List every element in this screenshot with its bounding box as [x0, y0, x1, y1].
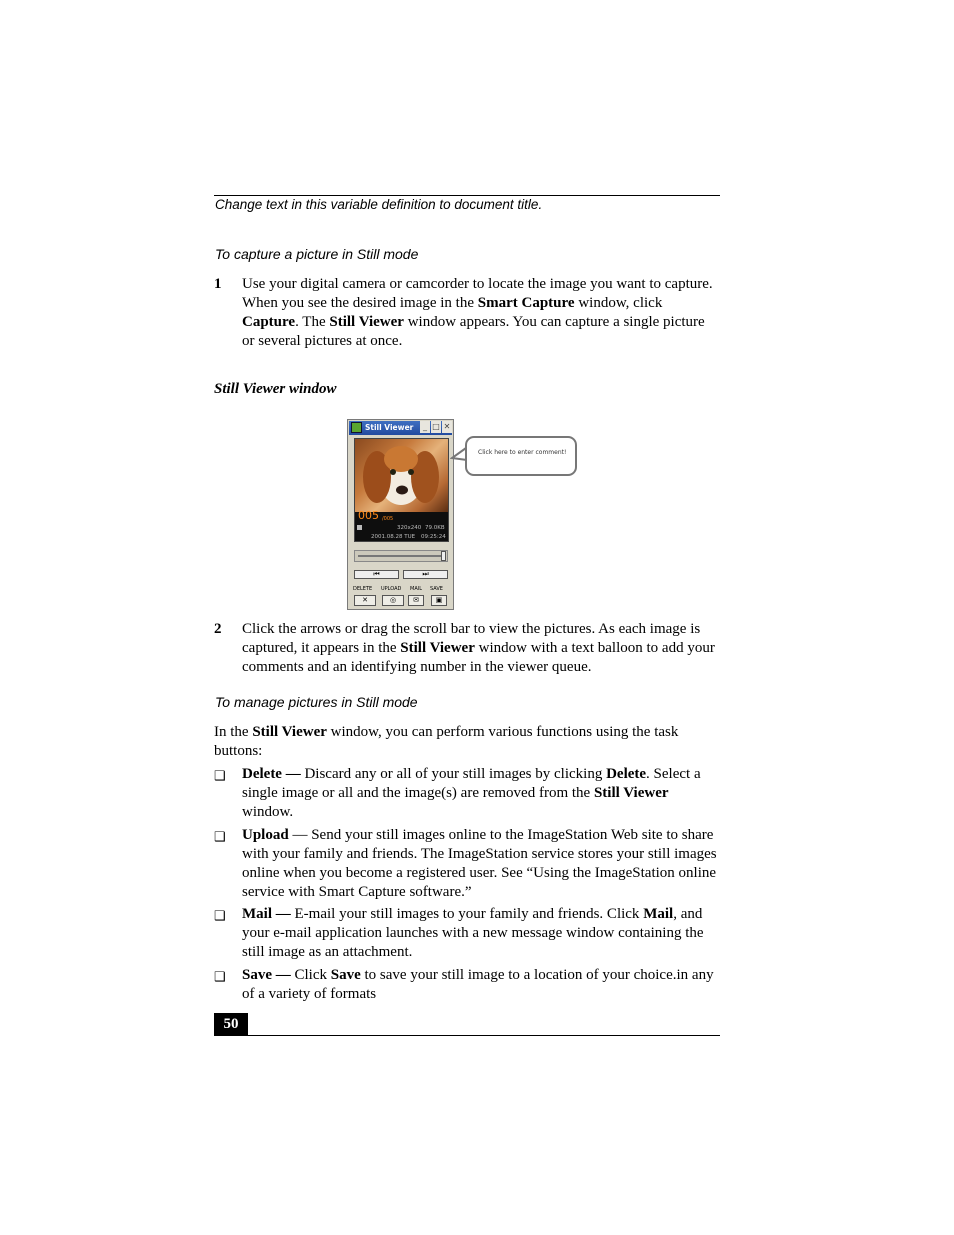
balloon-text: Click here to enter comment!	[478, 449, 567, 456]
delete-icon: ✕	[362, 596, 368, 604]
image-date: 2001.08.28 TUE	[371, 534, 416, 540]
still-viewer-title: Still Viewer	[365, 423, 414, 432]
page-number: 50	[214, 1013, 248, 1036]
dog-photo	[355, 439, 448, 512]
image-size: 79.0KB	[425, 525, 445, 531]
delete-button[interactable]	[354, 595, 376, 606]
comment-balloon[interactable]	[465, 436, 577, 476]
previous-button[interactable]	[354, 570, 399, 579]
document-title: Change text in this variable definition to document title.	[215, 197, 543, 212]
list-item-save: Save — Click Save to save your still image to a location of your choice.in any of a variety of formats	[242, 967, 714, 1002]
app-icon	[351, 422, 362, 433]
save-label: SAVE	[430, 586, 443, 592]
still-viewer-window	[347, 419, 454, 610]
minimize-icon[interactable]: _	[420, 421, 430, 433]
bullet-icon: ❑	[214, 969, 226, 984]
next-button[interactable]	[403, 570, 448, 579]
image-counter: 005	[358, 509, 379, 522]
save-icon: ▣	[435, 596, 443, 604]
section-heading-manage: To manage pictures in Still mode	[215, 694, 418, 710]
image-resolution: 320x240	[397, 525, 422, 531]
bullet-icon: ❑	[214, 768, 226, 783]
image-total: /005	[382, 516, 394, 522]
list-item-delete: Delete — Discard any or all of your still images by clicking Delete. Select a single image or all and the image(s) are removed from the Still Viewer window.	[242, 766, 701, 820]
bullet-icon: ❑	[214, 908, 226, 923]
list-item-upload: Upload — Send your still images online to the ImageStation Web site to share with your family and friends. The ImageStation service stores your still images online when you become a registered user. See “Using the ImageStation online service with Smart Capture software.”	[242, 827, 717, 900]
figure-caption: Still Viewer window	[214, 381, 337, 397]
maximize-icon[interactable]: □	[432, 422, 440, 431]
manage-intro: In the Still Viewer window, you can perform various functions using the task buttons:	[214, 724, 679, 759]
scrollbar-track	[358, 555, 442, 557]
step-number: 2	[214, 621, 222, 637]
mail-button[interactable]	[408, 595, 424, 606]
delete-label: DELETE	[353, 586, 373, 592]
mail-icon: ✉	[413, 596, 419, 604]
step-1-text: Use your digital camera or camcorder to locate the image you want to capture. When you see the desired image in the Smart Capture window, click Capture. The Still Viewer window appears. You can capture a single picture or several pictures at once.	[242, 276, 713, 349]
footer-rule	[214, 1035, 720, 1036]
bullet-icon: ❑	[214, 829, 226, 844]
save-button[interactable]	[431, 595, 447, 606]
step-number: 1	[214, 276, 222, 292]
close-icon[interactable]: ✕	[443, 422, 451, 431]
preview-screen	[354, 438, 449, 542]
mail-label: MAIL	[410, 586, 422, 592]
upload-button[interactable]	[382, 595, 404, 606]
upload-label: UPLOAD	[381, 586, 402, 592]
header-rule	[214, 195, 720, 196]
previous-icon: ⏮	[373, 570, 380, 578]
list-item-mail: Mail — E-mail your still images to your family and friends. Click Mail, and your e-mail application launches with a new message window containing the still image as an attachment.	[242, 906, 704, 960]
image-time: 09:25:24	[421, 534, 446, 540]
upload-icon: ◎	[389, 596, 397, 604]
step-2-text: Click the arrows or drag the scroll bar to view the pictures. As each image is captured, it appears in the Still Viewer window with a text balloon to add your comments and an identifying number in the viewer queue.	[242, 621, 715, 675]
section-heading-capture: To capture a picture in Still mode	[215, 246, 419, 262]
frame-icon	[357, 525, 362, 530]
scrollbar-thumb[interactable]	[441, 551, 446, 561]
next-icon: ⏭	[422, 570, 429, 578]
image-scrollbar[interactable]	[354, 550, 448, 562]
